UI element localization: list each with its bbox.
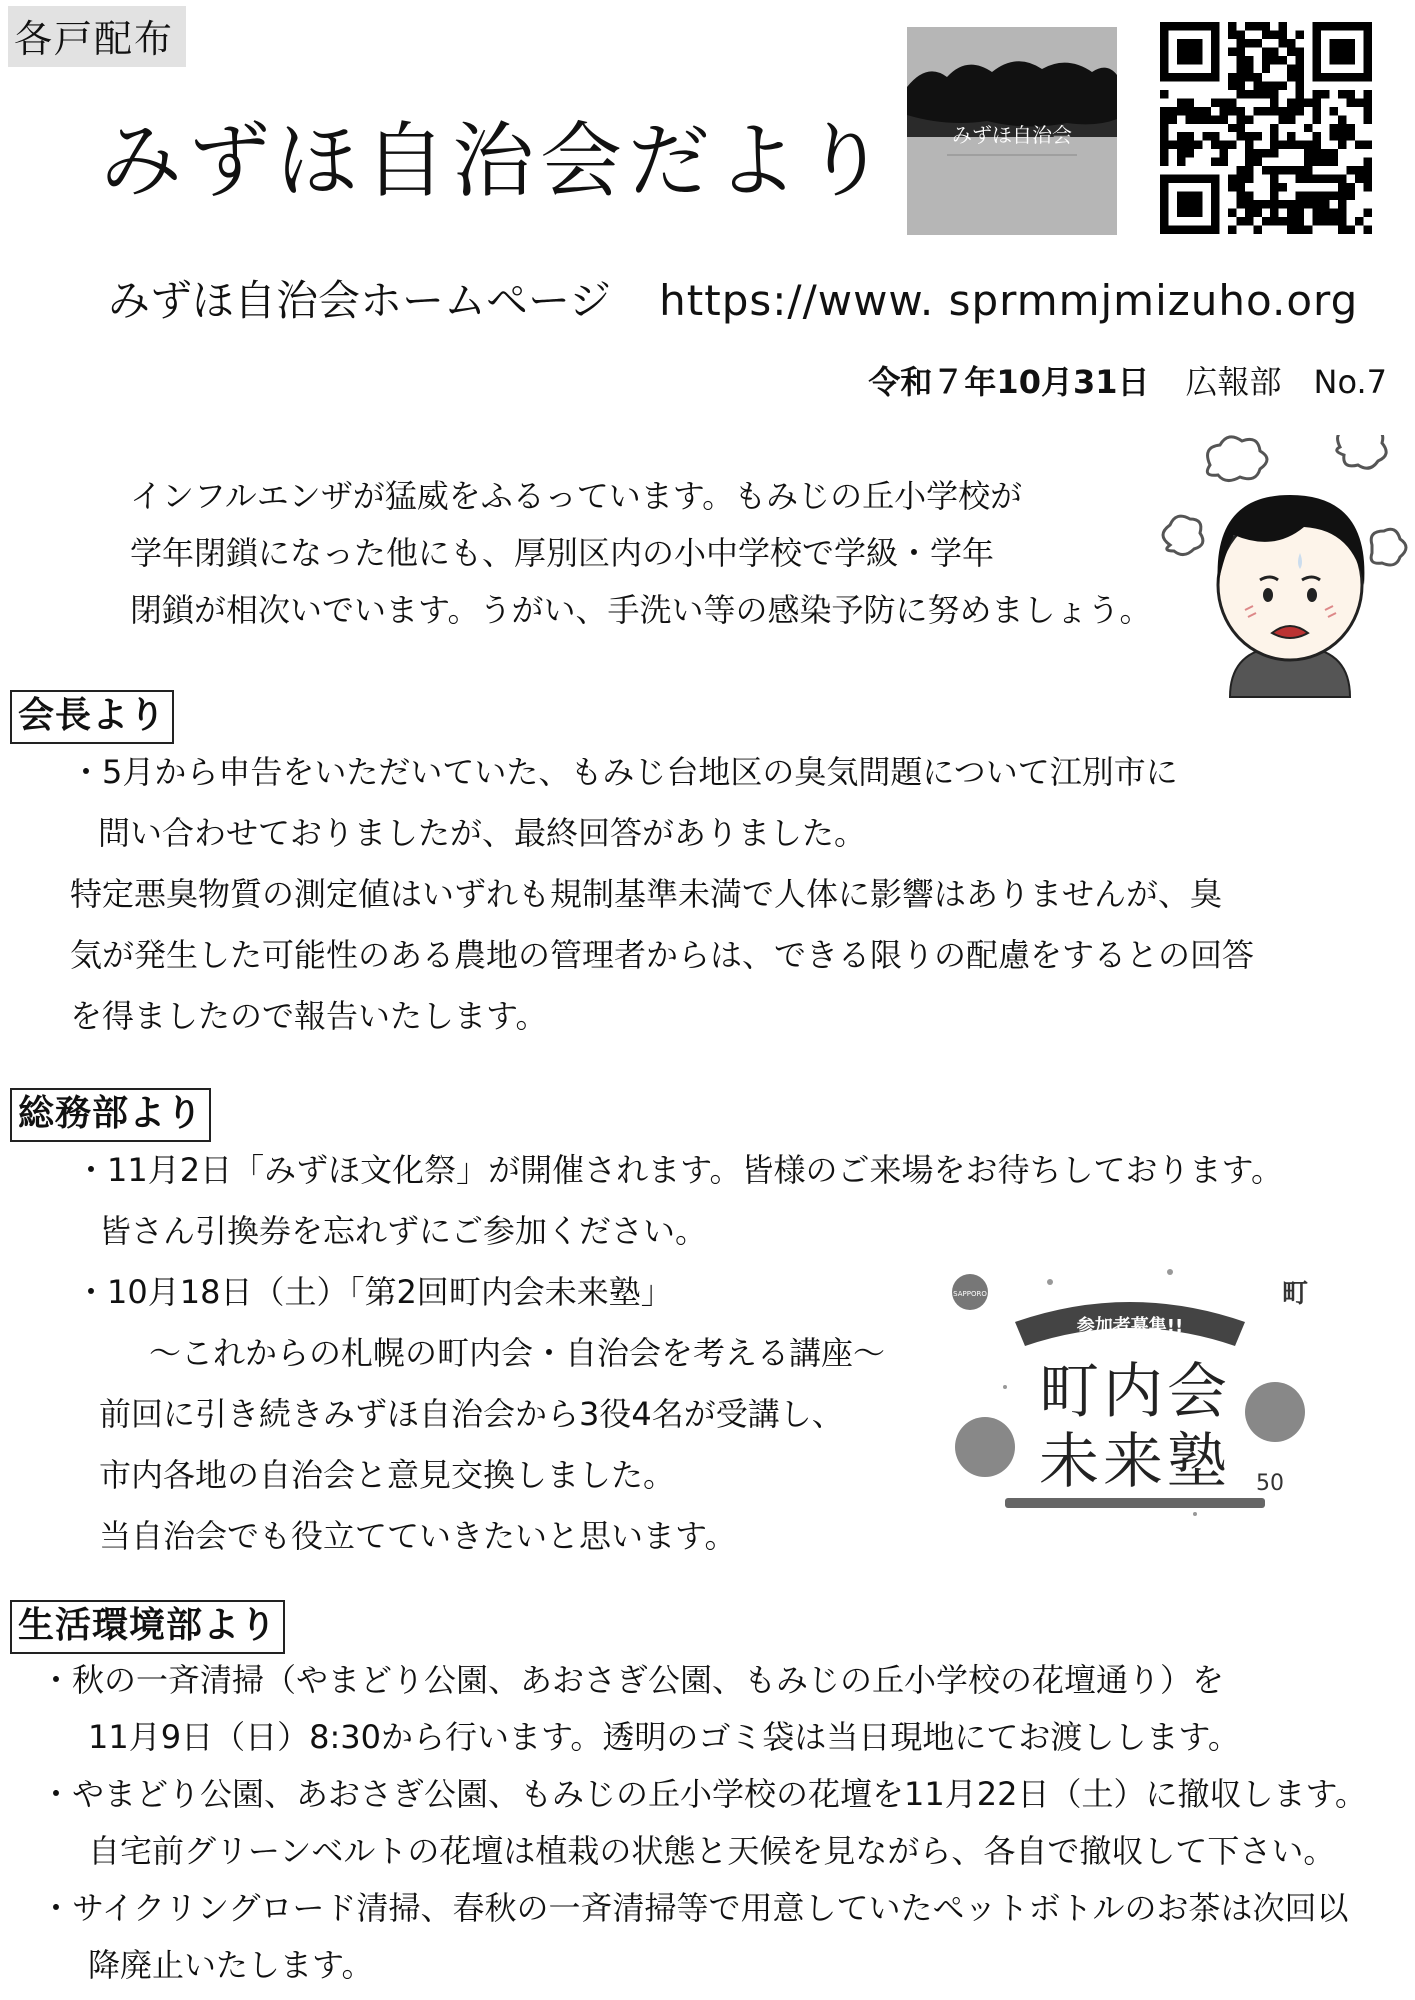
flyer-graphic: [945, 1262, 1315, 1524]
flyer-badge-text: 参加者募集!!: [1076, 1316, 1184, 1337]
intro-line: 学年閉鎖になった他にも、厚別区内の小中学校で学級・学年: [130, 534, 995, 572]
flyer-corner-text: 町: [1281, 1279, 1309, 1309]
body-line: 11月9日（日）8:30から行います。透明のゴミ袋は当日現地にてお渡しします。: [88, 1718, 1240, 1756]
body-line: 降廃止いたします。: [88, 1946, 374, 1984]
sick-face-icon: [1150, 435, 1415, 705]
body-line: 特定悪臭物質の測定値はいずれも規制基準未満で人体に影響はありませんが、臭: [70, 875, 1223, 913]
flyer-title-line2: 未来塾: [1039, 1427, 1231, 1497]
body-line: 皆さん引換券を忘れずにご参加ください。: [99, 1212, 708, 1250]
intro-line: 閉鎖が相次いでいます。うがい、手洗い等の感染予防に努めましょう。: [130, 591, 1152, 629]
newsletter-title: みずほ自治会だより: [100, 114, 893, 209]
intro-line: インフルエンザが猛威をふるっています。もみじの丘小学校が: [130, 477, 1023, 515]
homepage-url-link[interactable]: https://www. sprmmjmizuho.org: [659, 276, 1359, 325]
issue-info: [868, 357, 1387, 403]
body-line: 自宅前グリーンベルトの花壇は植栽の状態と天候を見ながら、各自で撤収して下さい。: [88, 1832, 1336, 1870]
section-living-environment-body: [40, 1652, 1367, 1994]
section-president-body: [70, 742, 1254, 1047]
flyer-circle-text: SAPPORO: [953, 1290, 987, 1298]
intro-paragraph: [130, 468, 1151, 639]
body-line: ・やまどり公園、あおさぎ公園、もみじの丘小学校の花壇を11月22日（土）に撤収します。: [40, 1775, 1367, 1813]
body-line: ・10月18日（土）「第2回町内会未来塾」: [75, 1273, 673, 1311]
homepage-label: みずほ自治会ホームページ: [108, 276, 612, 325]
body-line: を得ましたので報告いたします。: [70, 997, 548, 1035]
body-line: 問い合わせておりましたが、最終回答がありました。: [98, 814, 867, 852]
association-logo: [907, 27, 1117, 235]
logo-text: みずほ自治会: [952, 123, 1072, 147]
flyer-title-line1: 町内会: [1039, 1357, 1231, 1427]
body-line: 市内各地の自治会と意見交換しました。: [99, 1456, 676, 1494]
issue-date: 令和７年10月31日: [868, 363, 1150, 401]
body-line: 当自治会でも役立てていきたいと思います。: [99, 1517, 737, 1555]
logo-mountains-graphic: [907, 27, 1117, 235]
body-line: ・5月から申告をいただいていた、もみじ台地区の臭気問題について江別市に: [70, 753, 1178, 791]
body-line: ・サイクリングロード清掃、春秋の一斉清掃等で用意していたペットボトルのお茶は次回以: [40, 1889, 1349, 1927]
section-heading-living-environment: 生活環境部より: [10, 1600, 285, 1654]
body-line: 気が発生した可能性のある農地の管理者からは、できる限りの配慮をするとの回答: [70, 936, 1255, 974]
sick-person-illustration: [1150, 435, 1415, 705]
qr-code-graphic: [1160, 22, 1372, 234]
flyer-anniversary: 50: [1256, 1471, 1284, 1496]
section-heading-general-affairs: 総務部より: [10, 1088, 211, 1142]
homepage-line: [108, 268, 1358, 328]
issue-department-number: 広報部 No.7: [1185, 363, 1387, 401]
distribution-tag: 各戸配布: [8, 6, 186, 67]
juku-flyer-image: [945, 1262, 1315, 1524]
body-line: ・秋の一斉清掃（やまどり公園、あおさぎ公園、もみじの丘小学校の花壇通り）を: [40, 1661, 1225, 1699]
homepage-qr-code[interactable]: [1160, 22, 1372, 234]
section-heading-president: 会長より: [10, 690, 174, 744]
body-line: 前回に引き続きみずほ自治会から3役4名が受講し、: [99, 1395, 844, 1433]
body-line: ・11月2日「みずほ文化祭」が開催されます。皆様のご来場をお待ちしております。: [75, 1151, 1283, 1189]
body-line: ～これからの札幌の町内会・自治会を考える講座～: [149, 1334, 886, 1372]
